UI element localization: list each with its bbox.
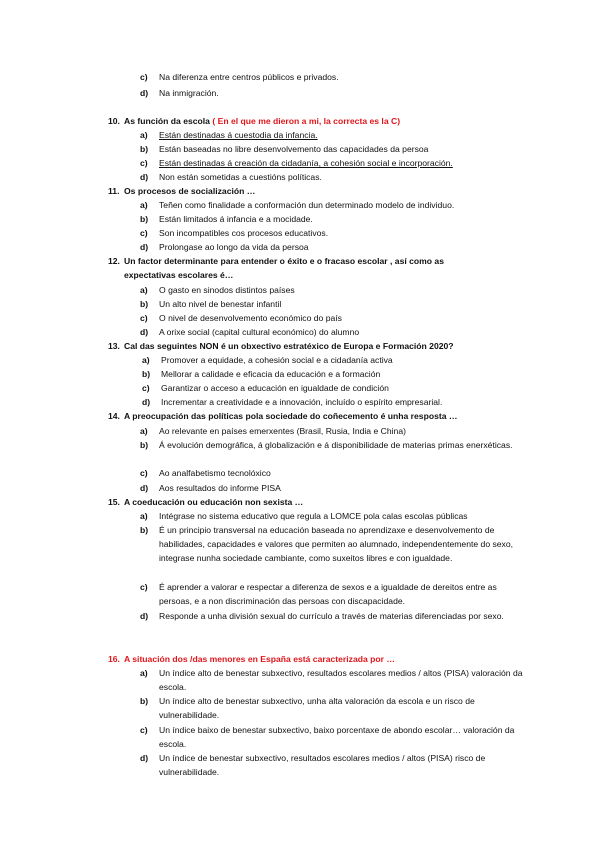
option-letter: d) bbox=[140, 483, 149, 493]
option-text: Intégrase no sistema educativo que regula a LOMCE pola calas escolas públicas bbox=[159, 511, 468, 521]
option-letter: d) bbox=[142, 397, 151, 407]
option-letter: c) bbox=[140, 158, 148, 168]
option-letter: a) bbox=[140, 511, 148, 521]
option-text: Están destinadas á cuestodia da infancia. bbox=[159, 130, 318, 140]
option-letter: a) bbox=[140, 285, 148, 295]
question-text: Cal das seguintes NON é un obxectivo estratéxico de Europa e Formación 2020? bbox=[124, 341, 454, 351]
option-letter: a) bbox=[140, 200, 148, 210]
option-text: Están destinadas á creación da cidadanía, a cohesión social e incorporación. bbox=[159, 158, 453, 168]
question-text: As función da escola bbox=[124, 116, 210, 126]
option-text: O gasto en sinodos distintos países bbox=[159, 285, 295, 295]
option-letter: a) bbox=[140, 426, 148, 436]
option-text: Ao relevante en países emerxentes (Brasil, Rusia, India e China) bbox=[159, 426, 406, 436]
option-text: Incrementar a creatividade e a innovación, incluído o espírito empresarial. bbox=[161, 397, 443, 407]
option-text: Son incompatibles cos procesos educativos. bbox=[159, 228, 329, 238]
option-text: O nivel de desenvolvemento económico do país bbox=[159, 313, 342, 323]
option-text: Prolongase ao longo da vida da persoa bbox=[159, 242, 309, 252]
option-letter: b) bbox=[140, 144, 149, 154]
option-letter: d) bbox=[140, 242, 149, 252]
question-number: 12. bbox=[108, 256, 120, 266]
option-letter: c) bbox=[140, 468, 148, 478]
option-text: Promover a equidade, a cohesión social e a cidadanía activa bbox=[161, 355, 393, 365]
question-number: 10. bbox=[108, 116, 120, 126]
question-number: 14. bbox=[108, 411, 120, 421]
option-letter: b) bbox=[140, 214, 149, 224]
question-text: A coeducación ou educación non sexista … bbox=[124, 497, 304, 507]
option-text: Un índice baixo de benestar subxectivo, baixo porcentaxe de abondo escolar… valoración da escola. bbox=[159, 725, 515, 749]
option-text: Un índice de benestar subxectivo, resultados escolares medios / altos (PISA) risco de vulnerabilidade. bbox=[159, 753, 486, 777]
option-letter: c) bbox=[140, 313, 148, 323]
option-text: Teñen como finalidade a conformación dun determinado modelo de individuo. bbox=[159, 200, 455, 210]
option-text: Mellorar a calidade e eficacia da educación e a formación bbox=[161, 369, 381, 379]
option-text: Ao analfabetismo tecnolóxico bbox=[159, 468, 271, 478]
option-text: Non están sometidas a cuestións políticas. bbox=[159, 172, 322, 182]
option-letter: c) bbox=[140, 72, 148, 82]
option-letter: a) bbox=[142, 355, 150, 365]
option-text: Na diferenza entre centros públicos e privados. bbox=[159, 72, 339, 82]
option-text: Aos resultados do informe PISA bbox=[159, 483, 281, 493]
option-letter: b) bbox=[140, 299, 149, 309]
option-letter: a) bbox=[140, 130, 148, 140]
option-text: Un índice alto de benestar subxectivo, unha alta valoración da escola e un risco de vulnerabilidade. bbox=[159, 696, 475, 720]
option-text: É aprender a valorar e respectar a diferenza de sexos e a igualdade de dereitos entre as persoas, e a non discriminación das persoas con discapacidade. bbox=[159, 582, 497, 606]
option-text: Responde a unha división sexual do currículo a través de materias diferenciadas por sexo. bbox=[159, 611, 504, 621]
option-letter: c) bbox=[140, 582, 148, 592]
option-text: Un alto nivel de benestar infantil bbox=[159, 299, 282, 309]
option-letter: b) bbox=[142, 369, 151, 379]
option-text: Garantizar o acceso a educación en igualdade de condición bbox=[161, 383, 389, 393]
option-letter: d) bbox=[140, 88, 149, 98]
question-number: 16. bbox=[108, 654, 120, 664]
option-letter: d) bbox=[140, 611, 149, 621]
option-letter: d) bbox=[140, 172, 149, 182]
option-text: Están limitados á infancia e a mocidade. bbox=[159, 214, 313, 224]
option-letter: b) bbox=[140, 440, 149, 450]
option-letter: a) bbox=[140, 668, 148, 678]
question-note: ( En el que me dieron a mi, la correcta es la C) bbox=[212, 116, 401, 126]
option-letter: b) bbox=[140, 696, 149, 706]
question-number: 15. bbox=[108, 497, 120, 507]
option-letter: d) bbox=[140, 753, 149, 763]
question-text: A preocupación das políticas pola sociedade do coñecemento é unha resposta … bbox=[124, 411, 458, 421]
question-number: 13. bbox=[108, 341, 120, 351]
option-letter: c) bbox=[142, 383, 150, 393]
option-text: Na inmigración. bbox=[159, 88, 219, 98]
option-text: Un índice alto de benestar subxectivo, resultados escolares medios / altos (PISA) valoración da escola. bbox=[159, 668, 523, 692]
question-text: Os procesos de socialización … bbox=[124, 186, 256, 196]
option-text: Están baseadas no libre desenvolvemento das capacidades da persoa bbox=[159, 144, 429, 154]
option-text: A orixe social (capital cultural económico) do alumno bbox=[159, 327, 360, 337]
option-text: É un principio transversal na educación baseada no aprendizaxe e desenvolvemento de habilidades, capacidades e valores que permiten ao alumnado, independentemente do sexo, integrase nunha sociedade cambiante, como suxeitos libres e con igualdade. bbox=[159, 525, 514, 563]
option-letter: b) bbox=[140, 525, 149, 535]
option-letter: d) bbox=[140, 327, 149, 337]
question-text: A situación dos /das menores en España está caracterizada por … bbox=[124, 654, 395, 664]
option-letter: c) bbox=[140, 725, 148, 735]
option-text: Á evolución demográfica, á globalización e á disponibilidade de materias primas enerxéticas. bbox=[159, 440, 513, 450]
option-letter: c) bbox=[140, 228, 148, 238]
question-number: 11. bbox=[108, 186, 120, 196]
question-text-wrap bbox=[124, 114, 400, 128]
question-text: Un factor determinante para entender o éxito e o fracaso escolar , así como as expectativas escolares é… bbox=[124, 256, 444, 280]
